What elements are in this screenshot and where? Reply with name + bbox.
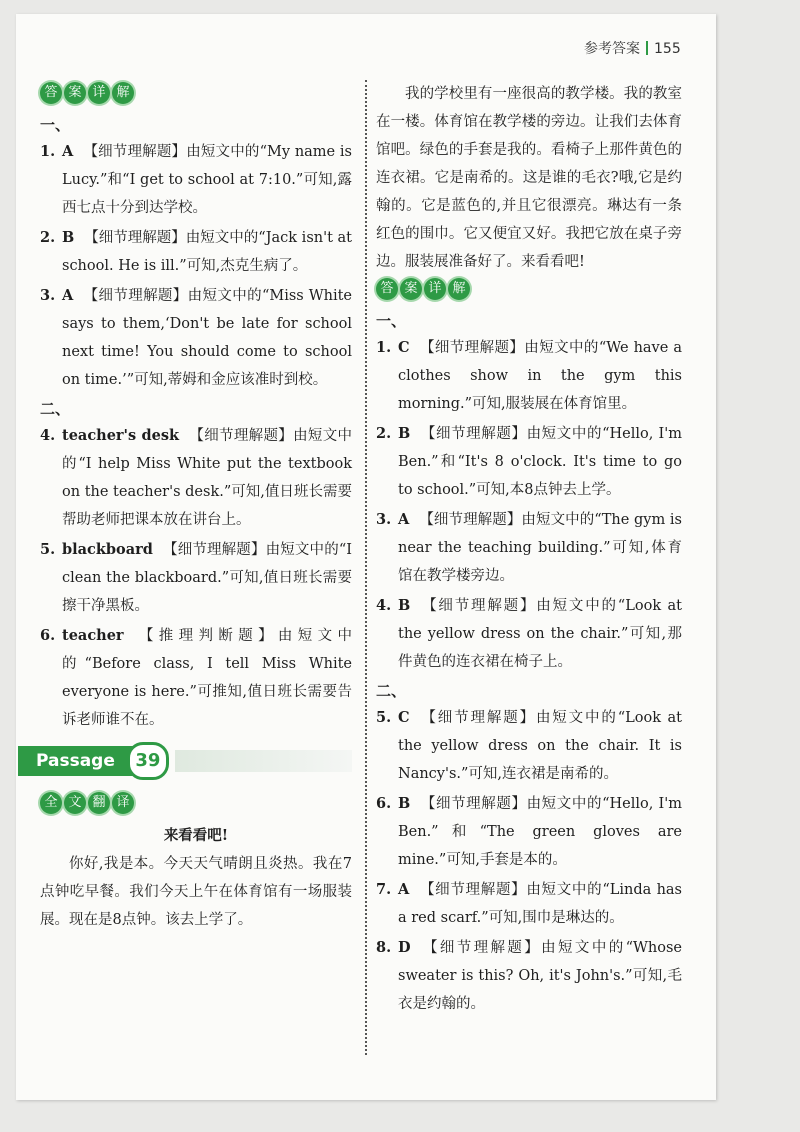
answer-explanation: 【细节理解题】由短文中的“The gym is near the teaching building.”可知,体育馆在教学楼旁边。 xyxy=(398,512,682,584)
answer-explanation: 【细节理解题】由短文中的“Miss White says to them,‘Don't be late for school next time! You should come to school on time.’”可知,蒂姆和金应该准时到校。 xyxy=(62,288,352,388)
full-translation-badge xyxy=(40,792,352,814)
answer-item xyxy=(376,420,682,504)
section-heading: 二、 xyxy=(40,400,71,418)
badge-char: 全 xyxy=(40,792,62,814)
answer-key: teacher's desk xyxy=(62,427,180,444)
answer-explanation: 【细节理解题】由短文中的“Hello, I'm Ben.”和“It's 8 o'clock. It's time to go to school.”可知,本8点钟去上学。 xyxy=(398,426,682,498)
right-column xyxy=(376,80,682,1020)
section-heading: 一、 xyxy=(40,116,71,134)
translation-title: 来看看吧! xyxy=(163,827,229,844)
answer-key: B xyxy=(398,425,411,442)
answer-key: D xyxy=(398,939,411,956)
passage-label: Passage xyxy=(18,746,143,776)
answer-explanation-badge xyxy=(40,82,352,104)
page xyxy=(16,14,716,1100)
answer-explanation: 【细节理解题】由短文中的“We have a clothes show in the gym this morning.”可知,服装展在体育馆里。 xyxy=(398,340,682,412)
item-number: 5. xyxy=(376,709,392,726)
column-divider xyxy=(365,80,367,1055)
answer-key: B xyxy=(398,597,411,614)
answer-item xyxy=(376,790,682,874)
answer-item xyxy=(376,876,682,932)
passage-banner xyxy=(18,742,352,780)
answer-explanation: 【细节理解题】由短文中的“I help Miss White put the textbook on the teacher's desk.”可知,值日班长需要帮助老师把课本放在讲台上。 xyxy=(62,428,353,528)
badge-char: 案 xyxy=(400,278,422,300)
answer-explanation: 【细节理解题】由短文中的“My name is Lucy.”和“I get to school at 7:10.”可知,露西七点十分到达学校。 xyxy=(62,144,352,216)
answer-item xyxy=(40,282,352,394)
item-number: 4. xyxy=(40,427,56,444)
badge-char: 答 xyxy=(376,278,398,300)
item-number: 3. xyxy=(40,287,56,304)
badge-char: 详 xyxy=(424,278,446,300)
answer-key: A xyxy=(62,287,74,304)
header-divider xyxy=(646,41,648,55)
answer-explanation: 【细节理解题】由短文中的“Look at the yellow dress on the chair. It is Nancy's.”可知,连衣裙是南希的。 xyxy=(398,710,682,782)
answer-key: teacher xyxy=(62,627,124,644)
badge-char: 解 xyxy=(112,82,134,104)
answer-item xyxy=(40,536,352,620)
section-heading: 二、 xyxy=(376,682,407,700)
page-number: 155 xyxy=(654,41,681,57)
banner-decoration xyxy=(175,750,352,772)
item-number: 2. xyxy=(40,229,56,246)
badge-char: 译 xyxy=(112,792,134,814)
answer-item xyxy=(376,704,682,788)
answer-key: A xyxy=(398,881,410,898)
answer-key: C xyxy=(398,709,410,726)
answer-item xyxy=(376,334,682,418)
item-number: 1. xyxy=(40,143,56,160)
answer-item xyxy=(40,138,352,222)
item-number: 6. xyxy=(40,627,56,644)
answer-item xyxy=(40,224,352,280)
answer-explanation: 【细节理解题】由短文中的“Hello, I'm Ben.”和“The green gloves are mine.”可知,手套是本的。 xyxy=(398,796,682,868)
answer-explanation-badge xyxy=(376,278,682,300)
badge-char: 文 xyxy=(64,792,86,814)
answer-item xyxy=(40,422,352,534)
item-number: 3. xyxy=(376,511,392,528)
badge-char: 案 xyxy=(64,82,86,104)
item-number: 5. xyxy=(40,541,56,558)
answer-item xyxy=(376,506,682,590)
answer-explanation: 【推理判断题】由短文中的“Before class, I tell Miss White everyone is here.”可推知,值日班长需要告诉老师谁不在。 xyxy=(62,628,352,728)
answer-key: A xyxy=(398,511,410,528)
answer-item xyxy=(40,622,352,734)
item-number: 7. xyxy=(376,881,392,898)
answer-key: blackboard xyxy=(62,541,153,558)
answer-key: B xyxy=(62,229,75,246)
item-number: 8. xyxy=(376,939,392,956)
translation-paragraph: 你好,我是本。今天天气晴朗且炎热。我在7点钟吃早餐。我们今天上午在体育馆有一场服装展。现在是8点钟。该去上学了。 xyxy=(40,856,352,928)
answer-key: C xyxy=(398,339,410,356)
section-title: 参考答案 xyxy=(584,41,640,57)
left-column xyxy=(36,80,353,934)
answer-explanation: 【细节理解题】由短文中的“I clean the blackboard.”可知,值日班长需要擦干净黑板。 xyxy=(62,542,352,614)
item-number: 6. xyxy=(376,795,392,812)
answer-explanation: 【细节理解题】由短文中的“Jack isn't at school. He is ill.”可知,杰克生病了。 xyxy=(62,230,352,274)
answer-key: A xyxy=(62,143,74,160)
item-number: 2. xyxy=(376,425,392,442)
badge-char: 解 xyxy=(448,278,470,300)
page-header xyxy=(584,38,681,58)
badge-char: 详 xyxy=(88,82,110,104)
answer-item xyxy=(376,934,682,1018)
answer-item xyxy=(376,592,682,676)
badge-char: 翻 xyxy=(88,792,110,814)
section-heading: 一、 xyxy=(376,312,407,330)
badge-char: 答 xyxy=(40,82,62,104)
answer-explanation: 【细节理解题】由短文中的“Linda has a red scarf.”可知,围巾是琳达的。 xyxy=(398,882,682,926)
item-number: 4. xyxy=(376,597,392,614)
answer-explanation: 【细节理解题】由短文中的“Look at the yellow dress on the chair.”可知,那件黄色的连衣裙在椅子上。 xyxy=(398,598,682,670)
answer-key: B xyxy=(398,795,411,812)
answer-explanation: 【细节理解题】由短文中的“Whose sweater is this? Oh, it's John's.”可知,毛衣是约翰的。 xyxy=(398,940,682,1012)
item-number: 1. xyxy=(376,339,392,356)
passage-number: 39 xyxy=(127,742,169,780)
translation-paragraph: 我的学校里有一座很高的教学楼。我的教室在一楼。体育馆在教学楼的旁边。让我们去体育馆吧。绿色的手套是我的。看椅子上那件黄色的连衣裙。它是南希的。这是谁的毛衣?哦,它是约翰的。它是蓝色的,并且它很漂亮。琳达有一条红色的围巾。它又便宜又好。我把它放在桌子旁边。服装展准备好了。来看看吧! xyxy=(376,86,682,270)
